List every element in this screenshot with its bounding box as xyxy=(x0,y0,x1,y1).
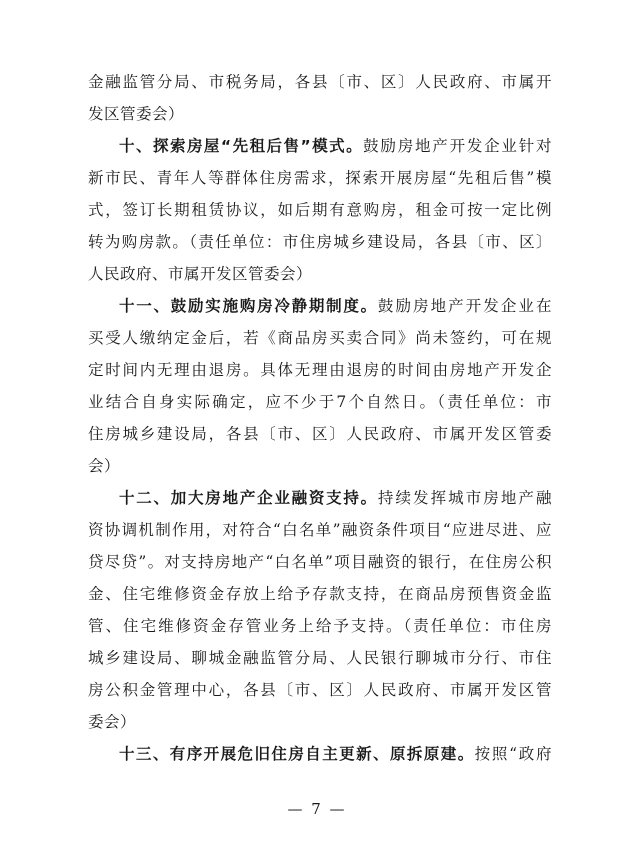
section-heading: 十一、鼓励实施购房冷静期制度。 xyxy=(119,297,378,315)
section-heading: 十三、有序开展危旧住房自主更新、原拆原建。 xyxy=(119,745,475,763)
text-line: 城乡建设局、聊城金融监管分局、人民银行聊城市分行、市住 xyxy=(88,649,552,667)
text-line: 金、住宅维修资金存放上给予存款支持，在商品房预售资金监 xyxy=(88,585,552,603)
text-line: 金融监管分局、市税务局，各县〔市、区〕人民政府、市属开 xyxy=(88,73,552,91)
section-text: 持续发挥城市房地产融 xyxy=(377,489,552,507)
text-line: 发区管委会） xyxy=(88,105,185,123)
text-line: 会） xyxy=(88,457,121,475)
text-line: 业结合自身实际确定，应不少于7个自然日。（责任单位：市 xyxy=(88,393,552,411)
document-body xyxy=(88,66,552,770)
text-line: 人民政府、市属开发区管委会） xyxy=(88,265,313,283)
text-line: 定时间内无理由退房。具体无理由退房的时间由房地产开发企 xyxy=(88,361,552,379)
section-heading: 十二、加大房地产企业融资支持。 xyxy=(119,489,378,507)
text-line: 买受人缴纳定金后，若《商品房买卖合同》尚未签约，可在规 xyxy=(88,329,552,347)
text-line: 新市民、青年人等群体住房需求，探索开展房屋“先租后售”模 xyxy=(88,169,552,187)
section-text: 鼓励房地产开发企业针对 xyxy=(363,137,552,155)
text-line: 房公积金管理中心，各县〔市、区〕人民政府、市属开发区管 xyxy=(88,681,552,699)
text-line: 贷尽贷”。对支持房地产“白名单”项目融资的银行，在住房公积 xyxy=(88,553,552,571)
section-heading: 十、探索房屋“先租后售”模式。 xyxy=(119,137,364,155)
text-line: 式，签订长期租赁协议，如后期有意购房，租金可按一定比例 xyxy=(88,201,552,219)
text-line: 管、住宅维修资金存管业务上给予支持。（责任单位：市住房 xyxy=(88,617,552,635)
section-text: 按照“政府 xyxy=(474,745,552,763)
section-first-line xyxy=(88,738,552,770)
page-number: — 7 — xyxy=(287,800,347,818)
section-text: 鼓励房地产开发企业在 xyxy=(377,297,552,315)
section-first-line xyxy=(88,482,552,514)
text-line: 住房城乡建设局，各县〔市、区〕人民政府、市属开发区管委 xyxy=(88,425,552,443)
text-line: 资协调机制作用，对符合“白名单”融资条件项目“应进尽进、应 xyxy=(88,521,552,539)
text-line: 委会） xyxy=(88,713,137,731)
section-first-line xyxy=(88,130,552,162)
section-first-line xyxy=(88,290,552,322)
text-line: 转为购房款。（责任单位：市住房城乡建设局，各县〔市、区〕 xyxy=(88,233,552,251)
